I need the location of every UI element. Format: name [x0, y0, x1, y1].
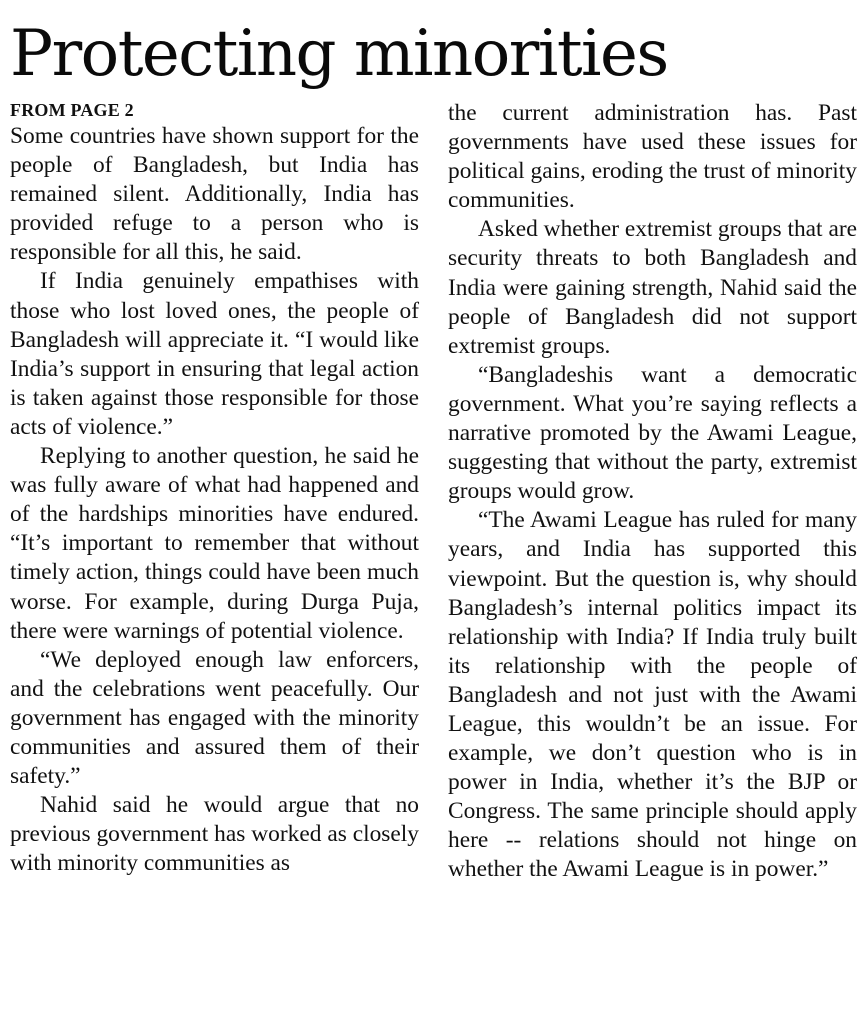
- paragraph-3: Replying to another question, he said he was fully aware of what had happened and of the hardships minorities have endured. “It’s important to remember that without timely action, things could have been much worse. For example, during Durga Puja, there were warnings of potential violence.: [10, 443, 419, 644]
- paragraph-2: If India genuinely empathises with those who lost loved ones, the people of Bangladesh will appreciate it. “I would like India’s support in ensuring that legal action is taken against those responsible for those acts of violence.”: [10, 268, 419, 440]
- paragraph-5: Nahid said he would argue that no previous government has worked as closely with minority communities as: [10, 792, 419, 877]
- paragraph-5-continued: the current administration has. Past governments have used these issues for political gains, eroding the trust of minority communities.: [448, 100, 857, 214]
- continuation-kicker: FROM PAGE 2: [10, 100, 134, 120]
- paragraph-4: “We deployed enough law enforcers, and the celebrations went peacefully. Our government has engaged with the minority communities and assured them of their safety.”: [10, 646, 419, 790]
- paragraph-6: Asked whether extremist groups that are security threats to both Bangladesh and India were gaining strength, Nahid said the people of Bangladesh did not support extremist groups.: [448, 216, 857, 359]
- article-column-left: [10, 99, 419, 878]
- paragraph-7: “Bangladeshis want a democratic government. What you’re saying reflects a narrative promoted by the Awami League, suggesting that without the party, extremist groups would grow.: [448, 361, 857, 505]
- article-column-right: [448, 99, 857, 885]
- article-headline: Protecting minorities: [10, 17, 668, 91]
- paragraph-8: “The Awami League has ruled for many years, and India has supported this viewpoint. But the question is, why should Bangladesh’s internal politics impact its relationship with India? If India truly built its relationship with the people of Bangladesh and not just with the Awami League, this wouldn’t be an issue. For example, we don’t question who is in power in India, whether it’s the BJP or Congress. The same principle should apply here -- relations should not hinge on whether the Awami League is in power.”: [448, 507, 857, 883]
- paragraph-1: Some countries have shown support for the people of Bangladesh, but India has remained silent. Additionally, India has provided refuge to a person who is responsible for all this, he said.: [10, 123, 419, 266]
